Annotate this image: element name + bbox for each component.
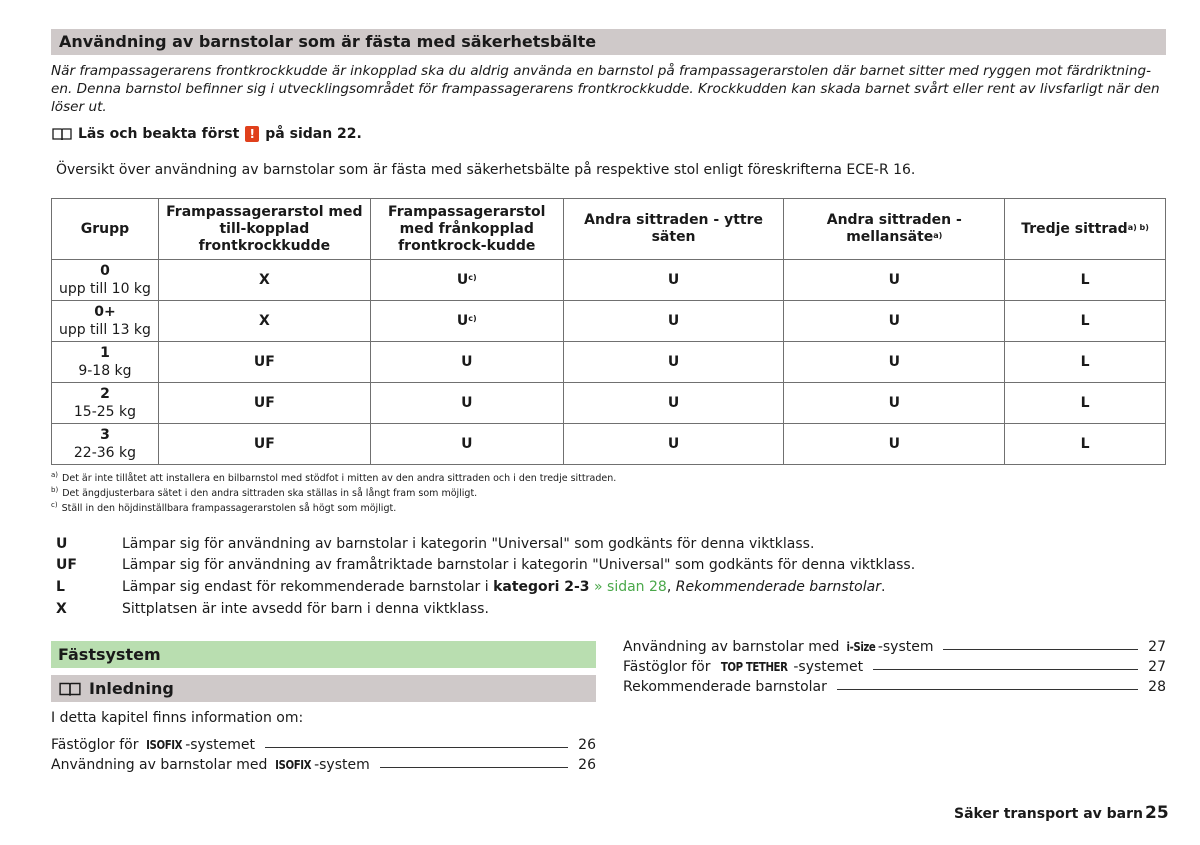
table-cell: U [784,424,1005,465]
table-cell: U [370,342,563,383]
table-cell: U [563,260,784,301]
table-cell: U [784,260,1005,301]
toc-page: 27 [1148,639,1166,655]
header-airbag-off: Frampassagerarstol med frånkopplad frontkrock-kudde [370,199,563,260]
fastsystem-heading-bar [51,641,596,668]
toc-entry[interactable]: Rekommenderade barnstolar 28 [623,679,1166,695]
table-row [52,424,1166,465]
table-cell: $U^{c)}$ [370,260,563,301]
table-cell: UF [158,383,370,424]
table-row [52,301,1166,342]
page-number: 25 [1145,803,1169,823]
table-row [52,260,1166,301]
table-row [52,342,1166,383]
read-first-note [52,126,362,142]
footnote-c: $^{c)}$ Ställ in den höjdinställbara frampassagerarstolen så högt som möjligt. [51,501,397,514]
legend-x: X Sittplatsen är inte avsedd för barn i denna viktklass. [56,601,489,617]
header-group: Grupp [52,199,159,260]
table-cell: L [1005,342,1166,383]
book-icon [52,127,72,141]
table-cell: U [563,301,784,342]
book-icon [59,681,81,697]
group-cell: 3 22-36 kg [52,424,159,465]
toc-page: 27 [1148,659,1166,675]
toc-entry[interactable]: Användning av barnstolar med i-Size -system 27 [623,639,1166,655]
legend-uf: UF Lämpar sig för användning av framåtriktade barnstolar i kategorin "Universal" som godkänts för denna viktklass. [56,557,916,573]
footer-chapter-title: Säker transport av barn [954,806,1143,822]
footnote-b: $^{b)}$ Det ängdjusterbara sätet i den andra sittraden ska ställas in så långt fram som möjligt. [51,486,478,499]
group-cell: 2 15-25 kg [52,383,159,424]
intro-text: I detta kapitel finns information om: [51,710,304,726]
table-cell: L [1005,424,1166,465]
overview-text: Översikt över användning av barnstolar som är fästa med säkerhetsbälte på respektive stol enligt föreskrifterna ECE-R 16. [56,162,916,178]
airbag-warning: När frampassagerarens frontkrockkudde är inkopplad ska du aldrig använda en barnstol på frampassagerarstolen där barnet sitter med ryggen mot färdriktning-en. Denna barnstol befinner sig i utvecklingsområdet för frampassagerarens frontkrockkudde. Krockkudden kan skada barnet svårt eller rent av livsfarligt när den löser ut. [51,63,1160,115]
table-cell: U [784,383,1005,424]
toc-page: 26 [578,757,596,773]
header-second-row-middle: Andra sittraden - mellansäte$^{a)}$ [784,199,1005,260]
warning-icon: ! [245,126,259,142]
table-cell: UF [158,342,370,383]
legend-l: L Lämpar sig endast för rekommenderade barnstolar i kategori 2-3 » sidan 28, Rekommenderade barnstolar. [56,579,886,595]
inledning-heading: Inledning [89,679,174,698]
table-cell: UF [158,424,370,465]
group-cell: 1 9-18 kg [52,342,159,383]
page-28-link[interactable]: » sidan 28 [594,579,667,595]
toc-entry[interactable]: Fästöglor för ISOFIX -systemet 26 [51,737,596,753]
footnote-a: $^{a)}$ Det är inte tillåtet att installera en bilbarnstol med stödfot i mitten av den andra sittraden och i den tredje sittraden. [51,471,617,484]
child-seat-table [51,198,1166,465]
toc-page: 26 [578,737,596,753]
table-cell: U [784,301,1005,342]
group-cell: 0 upp till 10 kg [52,260,159,301]
table-cell: X [158,301,370,342]
table-cell: $U^{c)}$ [370,301,563,342]
table-cell: U [784,342,1005,383]
table-cell: U [563,383,784,424]
table-cell: L [1005,301,1166,342]
table-cell: U [563,424,784,465]
table-row [52,383,1166,424]
group-cell: 0+ upp till 13 kg [52,301,159,342]
read-first-text: Läs och beakta först [78,126,240,142]
table-cell: U [370,383,563,424]
table-cell: U [563,342,784,383]
header-third-row: Tredje sittrad$^{a) b)}$ [1005,199,1166,260]
inledning-heading-bar [51,675,596,702]
section-title-bar [51,29,1166,55]
header-second-row-outer: Andra sittraden - yttre säten [563,199,784,260]
table-cell: X [158,260,370,301]
toc-page: 28 [1148,679,1166,695]
toc-entry[interactable]: Användning av barnstolar med ISOFIX -system 26 [51,757,596,773]
legend-u: U Lämpar sig för användning av barnstolar i kategorin "Universal" som godkänts för denna viktklass. [56,536,815,552]
fastsystem-heading: Fästsystem [58,645,161,664]
table-cell: L [1005,260,1166,301]
table-cell: U [370,424,563,465]
section-title: Användning av barnstolar som är fästa med säkerhetsbälte [59,32,597,51]
table-cell: L [1005,383,1166,424]
read-first-page-link[interactable]: på sidan 22. [265,126,362,142]
header-airbag-on: Frampassagerarstol med till-kopplad frontkrockkudde [158,199,370,260]
toc-entry[interactable]: Fästöglor för TOP TETHER -systemet 27 [623,659,1166,675]
